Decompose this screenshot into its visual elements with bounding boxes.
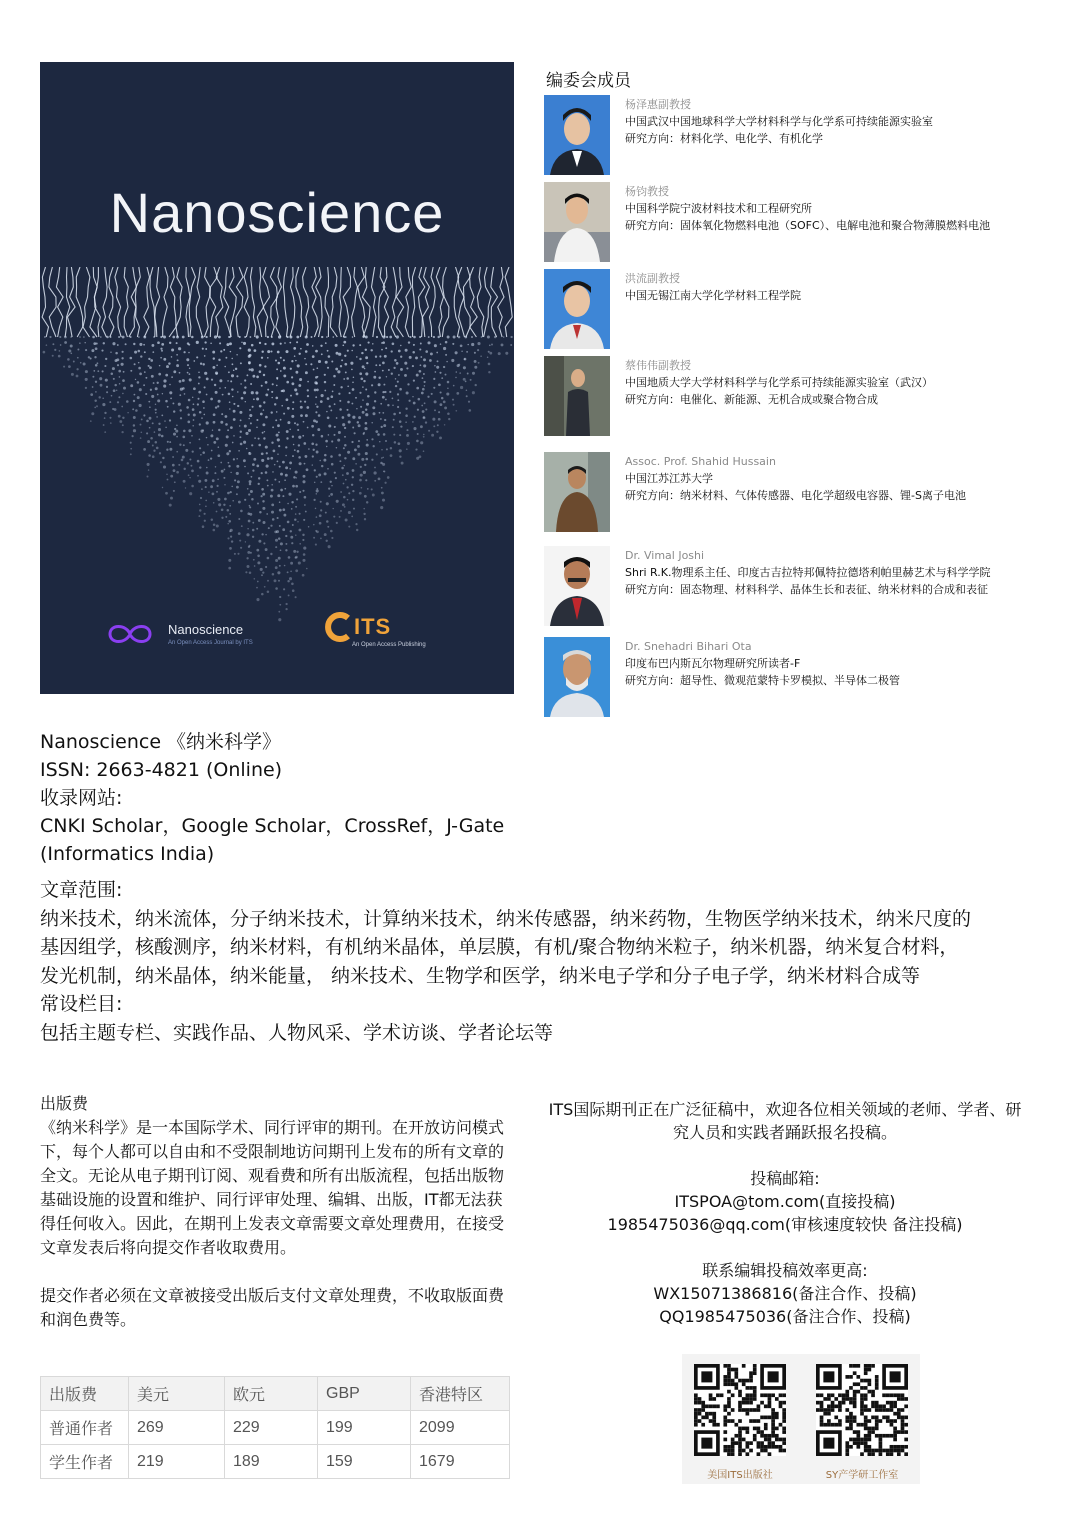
- member-affiliation: 中国地质大学大学材料科学与化学系可持续能源实验室（武汉）: [625, 376, 933, 389]
- publisher-logo-text: ITS: [354, 614, 392, 639]
- qr-label-studio: SY产学研工作室: [825, 1470, 899, 1481]
- table-row: [41, 1411, 510, 1445]
- publisher-logo-sub: An Open Access Publishing: [352, 642, 426, 648]
- table-cell: 2099: [411, 1411, 510, 1445]
- journal-issn: ISSN: 2663-4821 (Online): [40, 759, 283, 781]
- table-cell: 1679: [411, 1445, 510, 1479]
- indexing-list-cont: (Informatics India): [40, 843, 215, 865]
- member-photo: [544, 356, 610, 436]
- qr-label-publisher: 美国ITS出版社: [707, 1470, 773, 1481]
- table-header-cell: GBP: [318, 1377, 411, 1411]
- indexing-heading: 收录网站:: [40, 787, 123, 809]
- board-member: [544, 356, 1044, 436]
- cover-title: Nanoscience: [109, 181, 445, 244]
- table-cell: 229: [225, 1411, 318, 1445]
- board-member: [544, 546, 1044, 626]
- table-header-cell: 香港特区: [411, 1377, 510, 1411]
- journal-logo: [106, 622, 253, 646]
- member-affiliation: 中国科学院宁波材料技术和工程研究所: [625, 202, 812, 215]
- board-member: [544, 452, 1044, 532]
- member-photo: [544, 452, 610, 532]
- call-for-papers: [530, 1098, 1040, 1328]
- table-cell: 219: [129, 1445, 225, 1479]
- member-research: 研究方向：固态物理、材料科学、晶体生长和表征、纳米材料的合成和表征: [625, 583, 988, 596]
- fee-paragraph: 《纳米科学》是一本国际学术、同行评审的期刊。在开放访问模式下，每个人都可以自由和不受限制地访问期刊上发布的所有文章的全文。无论从电子期刊订阅、观看费和所有出版流程，包括出版物基础设施的设置和维护、同行评审处理、编辑、出版，IT都无法获得任何收入。因此，在期刊上发表文章需要文章处理费用，在接受文章发表后将向提交作者收取费用。: [40, 1118, 505, 1257]
- member-research: 研究方向：材料化学、电化学、有机化学: [625, 132, 823, 145]
- member-name: Assoc. Prof. Shahid Hussain: [625, 455, 776, 468]
- scope-line: 纳米技术，纳米流体，分子纳米技术，计算纳米技术，纳米传感器，纳米药物，生物医学纳米技术，纳米尺度的: [40, 907, 972, 930]
- fee-table: [40, 1376, 510, 1479]
- email-direct[interactable]: ITSPOA@tom.com(直接投稿): [674, 1192, 896, 1211]
- email-qq[interactable]: 1985475036@qq.com(审核速度较快 备注投稿): [607, 1215, 963, 1234]
- member-affiliation: 中国武汉中国地球科学大学材料科学与化学系可持续能源实验室: [625, 115, 933, 128]
- board-member: [544, 182, 1044, 262]
- member-photo: [544, 95, 610, 175]
- member-research: 研究方向：固体氧化物燃料电池（SOFC）、电解电池和聚合物薄膜燃料电池: [625, 219, 991, 232]
- cfp-intro: ITS国际期刊正在广泛征稿中，欢迎各位相关领域的老师、学者、研: [548, 1100, 1022, 1119]
- fee-paragraph: 提交作者必须在文章被接受出版后支付文章处理费，不收取版面费和润色费等。: [40, 1286, 505, 1329]
- member-photo: [544, 269, 610, 349]
- contact-heading: 联系编辑投稿效率更高:: [702, 1261, 868, 1280]
- scope-heading: 文章范围:: [40, 879, 123, 901]
- member-name: 蔡伟伟副教授: [625, 359, 691, 372]
- member-name: Dr. Snehadri Bihari Ota: [625, 640, 752, 653]
- qr-code-studio[interactable]: [816, 1364, 908, 1456]
- qr-codes: [682, 1354, 920, 1484]
- qr-code-publisher[interactable]: [694, 1364, 786, 1456]
- table-header-cell: 欧元: [225, 1377, 318, 1411]
- fee-heading: 出版费: [40, 1094, 89, 1113]
- table-cell: 199: [318, 1411, 411, 1445]
- publication-fee-section: [40, 1092, 510, 1332]
- publisher-logo: [324, 612, 426, 648]
- nano-strands-art: [40, 267, 514, 657]
- member-name: 洪流副教授: [625, 272, 680, 285]
- member-name: Dr. Vimal Joshi: [625, 549, 705, 562]
- member-research: 研究方向：超导性、微观范蒙特卡罗模拟、半导体二极管: [625, 674, 900, 687]
- member-research: 研究方向：电催化、新能源、无机合成或聚合物合成: [625, 393, 878, 406]
- table-header-cell: 美元: [129, 1377, 225, 1411]
- member-name: 杨钧教授: [625, 185, 669, 198]
- journal-cover: [40, 62, 514, 694]
- member-photo: [544, 637, 610, 717]
- board-member: [544, 95, 1044, 175]
- journal-info: [40, 728, 504, 868]
- member-name: 杨泽惠副教授: [625, 98, 691, 111]
- columns-heading: 常设栏目:: [40, 993, 123, 1015]
- table-cell: 普通作者: [41, 1411, 129, 1445]
- indexing-list: CNKI Scholar，Google Scholar，CrossRef，J-Gate: [40, 815, 505, 837]
- scope-line: 基因组学，核酸测序，纳米材料，有机纳米晶体，单层膜，有机/聚合物纳米粒子，纳米机器，纳米复合材料，: [40, 936, 959, 958]
- member-photo: [544, 546, 610, 626]
- table-row: [41, 1445, 510, 1479]
- member-affiliation: 印度布巴内斯瓦尔物理研究所读者-F: [625, 657, 801, 670]
- contact-qq: QQ1985475036(备注合作、投稿): [659, 1307, 911, 1326]
- table-header-row: [41, 1377, 510, 1411]
- board-title: 编委会成员: [546, 71, 631, 91]
- table-cell: 269: [129, 1411, 225, 1445]
- table-cell: 159: [318, 1445, 411, 1479]
- columns-text: 包括主题专栏、实践作品、人物风采、学术访谈、学者论坛等: [40, 1021, 554, 1044]
- cfp-intro: 究人员和实践者踊跃报名投稿。: [672, 1123, 897, 1142]
- article-scope: [40, 876, 1050, 1047]
- table-cell: 学生作者: [41, 1445, 129, 1479]
- member-affiliation: 中国无锡江南大学化学材料工程学院: [625, 289, 801, 302]
- journal-logo-text: Nanoscience: [168, 622, 244, 637]
- scope-line: 发光机制，纳米晶体，纳米能量， 纳米技术、生物学和医学，纳米电子学和分子电子学，纳米材料合成等: [40, 964, 921, 987]
- publisher-c-icon: [324, 612, 352, 642]
- member-photo: [544, 182, 610, 262]
- journal-logo-sub: An Open Access Journal by ITS: [168, 640, 253, 646]
- table-cell: 189: [225, 1445, 318, 1479]
- board-member: [544, 637, 1044, 717]
- infinity-logo-icon: [106, 622, 154, 646]
- member-research: 研究方向：纳米材料、气体传感器、电化学超级电容器、锂-S离子电池: [625, 489, 966, 502]
- table-header-cell: 出版费: [41, 1377, 129, 1411]
- member-affiliation: Shri R.K.物理系主任、印度古吉拉特邦佩特拉德塔利帕里赫艺术与科学学院: [625, 566, 991, 579]
- board-member: [544, 269, 1044, 349]
- contact-wechat: WX15071386816(备注合作、投稿): [653, 1284, 917, 1303]
- journal-name: Nanoscience 《纳米科学》: [40, 731, 282, 753]
- member-affiliation: 中国江苏江苏大学: [625, 472, 713, 485]
- email-heading: 投稿邮箱:: [750, 1169, 820, 1188]
